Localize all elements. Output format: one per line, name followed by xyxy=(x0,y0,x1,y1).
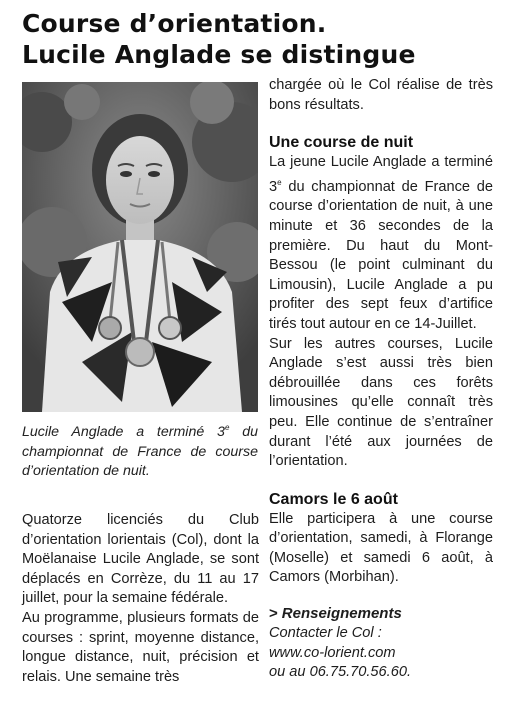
photo-caption xyxy=(22,418,258,482)
arrow-icon: > xyxy=(269,605,278,623)
subheading-camors: Camors le 6 août xyxy=(269,490,398,508)
info-heading xyxy=(269,604,493,624)
headline-line-2: Lucile Anglade se distingue xyxy=(22,40,416,69)
info-contact: Contacter le Col : xyxy=(269,625,382,642)
info-phone: ou au 06.75.70.56.60. xyxy=(269,664,412,681)
paragraph-night-race xyxy=(269,153,493,334)
caption-superscript: e xyxy=(224,423,230,432)
caption-text-end: du championnat de France de course d’orientation de nuit. xyxy=(22,424,258,479)
headline-line-1: Course d’orientation. xyxy=(22,9,327,38)
paragraph-other-races: Sur les autres courses, Lucile Anglade s’est aussi très bien débrouillée dans ces forêts limousines qu’elle connaît très peu. Elle continue de s’entraîner durant l’été aux journées de l’orientation. xyxy=(269,335,493,470)
subheading-night-race: Une course de nuit xyxy=(269,134,414,152)
paragraph-program: Au programme, plusieurs formats de courses : sprint, moyenne distance, longue distance, nuit, précision et relais. Une semaine très xyxy=(22,609,259,685)
paragraph-continuation: chargée où le Col réalise de très bons résultats. xyxy=(269,77,493,113)
caption-text: Lucile Anglade a terminé 3 xyxy=(22,424,225,440)
right-column xyxy=(269,76,493,683)
article-photo xyxy=(22,82,258,412)
night-race-text-end: du championnat de France de course d’orientation de nuit, à une minute et 36 secondes de la première. Du haut du Mont-Bessou (le point culminant du Limousin), Lucile Anglade a pu profiter des sept feux d’artifice tirés tout autour en ce 14-Juillet. xyxy=(269,178,493,332)
night-race-text: La jeune Lucile Anglade a terminé 3 xyxy=(269,154,493,195)
info-title: Renseignements xyxy=(281,605,402,623)
paragraph-intro: Quatorze licenciés du Club d’orientation lorientais (Col), dont la Moëlanaise Lucile Anglade, se sont déplacés en Corrèze, du 11 au 17 juillet, pour la semaine fédérale. xyxy=(22,512,259,607)
info-website: www.co-lorient.com xyxy=(269,644,396,661)
headline xyxy=(22,8,502,70)
portrait-image xyxy=(22,82,258,412)
paragraph-camors: Elle participera à une course d’orientation, samedi, à Florange (Moselle) et samedi 6 août, à Camors (Morbihan). xyxy=(269,510,493,586)
left-column xyxy=(22,511,259,687)
night-race-superscript: e xyxy=(277,177,282,187)
